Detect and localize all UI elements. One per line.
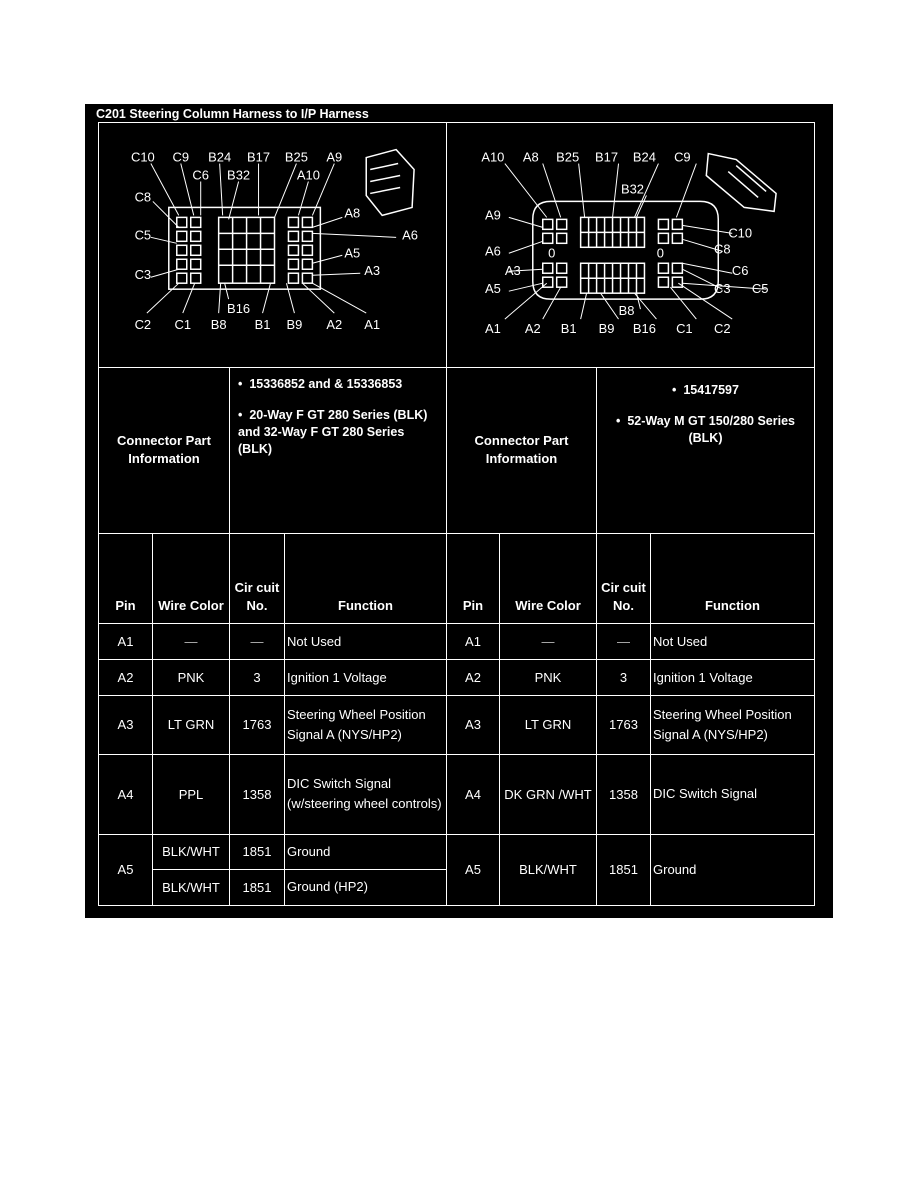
right-pin-label-b17: B17 bbox=[595, 149, 619, 165]
left-pin-label-a9: A9 bbox=[326, 149, 343, 165]
left-pin-label-c9: C9 bbox=[172, 149, 190, 165]
right-pin-label-b8: B8 bbox=[618, 303, 635, 319]
series-right-text: 52-Way M GT 150/280 Series (BLK) bbox=[627, 413, 795, 445]
function-cell: Steering Wheel Position Signal A (NYS/HP2) bbox=[285, 696, 447, 754]
circuit-cell: 3 bbox=[597, 660, 651, 696]
left-pin-label-c1: C1 bbox=[174, 317, 192, 333]
page-title: C201 Steering Column Harness to I/P Harness bbox=[96, 107, 369, 121]
part-number-right-text: 15417597 bbox=[683, 382, 739, 397]
series-left: • 20-Way F GT 280 Series (BLK) and 32-Way F GT 280 Series (BLK) bbox=[238, 407, 428, 456]
left-pin-label-b16: B16 bbox=[227, 301, 251, 317]
left-pin-label-c3: C3 bbox=[134, 267, 152, 283]
header-wire-color-right: Wire Color bbox=[500, 534, 597, 624]
left-pin-label-b32: B32 bbox=[227, 167, 251, 183]
right-pin-label-b1: B1 bbox=[560, 321, 577, 337]
pin-cell: A4 bbox=[99, 754, 153, 834]
table-row bbox=[99, 754, 815, 834]
right-pin-label-c9: C9 bbox=[674, 149, 691, 165]
function-cell: DIC Switch Signal (w/steering wheel controls) bbox=[285, 754, 447, 834]
left-pin-label-b25: B25 bbox=[284, 149, 308, 165]
circuit-cell: — bbox=[597, 624, 651, 660]
left-pin-label-a2: A2 bbox=[326, 317, 343, 333]
connector-info-label-right: Connector Part Information bbox=[447, 367, 597, 533]
right-pin-label-a6: A6 bbox=[484, 243, 501, 259]
wire-color-cell: LT GRN bbox=[153, 696, 230, 754]
connector-table bbox=[98, 122, 815, 906]
right-pin-label-c3: C3 bbox=[713, 281, 731, 297]
table-row bbox=[99, 624, 815, 660]
series-right: • 52-Way M GT 150/280 Series (BLK) bbox=[615, 413, 795, 445]
left-pin-label-c6: C6 bbox=[192, 167, 209, 183]
pin-cell: A5 bbox=[447, 834, 500, 905]
left-connector-diagram bbox=[99, 123, 446, 367]
right-pin-label-a5: A5 bbox=[484, 281, 501, 297]
right-pin-label-b32: B32 bbox=[620, 181, 645, 197]
right-pin-label-c1: C1 bbox=[676, 321, 693, 337]
wire-color-cell: DK GRN /WHT bbox=[500, 754, 597, 834]
circuit-cell: 1358 bbox=[230, 754, 285, 834]
left-pin-label-a5: A5 bbox=[344, 245, 361, 261]
circuit-cell: 1763 bbox=[230, 696, 285, 754]
table-row bbox=[99, 834, 815, 869]
pin-cell: A1 bbox=[99, 624, 153, 660]
circuit-cell: 1358 bbox=[597, 754, 651, 834]
right-pin-label-b25: B25 bbox=[556, 149, 580, 165]
part-number-left: • 15336852 and & 15336853 bbox=[238, 376, 403, 391]
wire-color-cell: — bbox=[153, 624, 230, 660]
left-pin-label-b8: B8 bbox=[210, 317, 227, 333]
circuit-cell: 1851 bbox=[230, 869, 285, 905]
left-pin-label-c2: C2 bbox=[134, 317, 152, 333]
left-pin-label-a3: A3 bbox=[364, 263, 381, 279]
right-pin-label-a8: A8 bbox=[522, 149, 539, 165]
right-pin-label-a3: A3 bbox=[504, 263, 521, 279]
function-cell: Not Used bbox=[651, 624, 815, 660]
header-circuit-right: Cir cuit No. bbox=[597, 534, 651, 624]
left-connector-view bbox=[99, 123, 447, 368]
part-number-left-text: 15336852 and & 15336853 bbox=[249, 376, 403, 391]
wire-color-cell: PNK bbox=[500, 660, 597, 696]
function-cell: Ground bbox=[651, 834, 815, 905]
circuit-cell: 1851 bbox=[597, 834, 651, 905]
right-pin-label-a10: A10 bbox=[481, 149, 505, 165]
circuit-cell: 1851 bbox=[230, 834, 285, 869]
left-pin-label-c10: C10 bbox=[130, 149, 155, 165]
wire-color-cell: BLK/WHT bbox=[153, 834, 230, 869]
header-circuit: Cir cuit No. bbox=[230, 534, 285, 624]
column-header-row bbox=[99, 534, 815, 624]
part-number-right: • 15417597 bbox=[672, 382, 739, 397]
left-pin-label-c5: C5 bbox=[134, 227, 152, 243]
pin-cell: A3 bbox=[99, 696, 153, 754]
pin-cell: A3 bbox=[447, 696, 500, 754]
series-left-text: 20-Way F GT 280 Series (BLK) and 32-Way F GT 280 Series (BLK) bbox=[238, 407, 428, 456]
right-pin-label-a2: A2 bbox=[524, 321, 541, 337]
right-pin-label-a1: A1 bbox=[484, 321, 501, 337]
table-row bbox=[99, 660, 815, 696]
header-wire-color: Wire Color bbox=[153, 534, 230, 624]
header-function-right: Function bbox=[651, 534, 815, 624]
connector-info-right bbox=[597, 367, 815, 533]
wire-color-cell: BLK/WHT bbox=[153, 869, 230, 905]
function-cell: Ignition 1 Voltage bbox=[651, 660, 815, 696]
left-pin-label-c8: C8 bbox=[134, 189, 152, 205]
right-pin-label-b9: B9 bbox=[598, 321, 615, 337]
connector-sheet bbox=[85, 104, 833, 918]
left-pin-label-b1: B1 bbox=[254, 317, 271, 333]
right-connector-view bbox=[447, 123, 815, 368]
right-pin-label-c10: C10 bbox=[728, 225, 753, 241]
header-function: Function bbox=[285, 534, 447, 624]
pin-cell: A1 bbox=[447, 624, 500, 660]
pin-cell: A2 bbox=[99, 660, 153, 696]
right-pin-label-b16: B16 bbox=[632, 321, 656, 337]
function-cell: Steering Wheel Position Signal A (NYS/HP2) bbox=[651, 696, 815, 754]
right-pin-label-0: 0 bbox=[548, 245, 556, 261]
header-pin-right: Pin bbox=[447, 534, 500, 624]
table-row bbox=[99, 696, 815, 754]
wire-color-cell: LT GRN bbox=[500, 696, 597, 754]
left-pin-label-b9: B9 bbox=[286, 317, 303, 333]
circuit-cell: — bbox=[230, 624, 285, 660]
wire-color-cell: BLK/WHT bbox=[500, 834, 597, 905]
header-pin: Pin bbox=[99, 534, 153, 624]
right-pin-label-c8: C8 bbox=[713, 241, 731, 257]
connector-info-left bbox=[230, 367, 447, 533]
function-cell: Ground bbox=[285, 834, 447, 869]
left-pin-label-b24: B24 bbox=[208, 149, 232, 165]
right-pin-label-c6: C6 bbox=[731, 263, 749, 279]
left-pin-label-b17: B17 bbox=[247, 149, 271, 165]
right-connector-diagram bbox=[447, 123, 814, 367]
pin-cell: A2 bbox=[447, 660, 500, 696]
right-pin-label-a9: A9 bbox=[484, 207, 501, 223]
connector-info-label-left: Connector Part Information bbox=[99, 367, 230, 533]
right-pin-label-b24: B24 bbox=[632, 149, 656, 165]
right-pin-label-0: 0 bbox=[656, 245, 665, 261]
function-cell: Not Used bbox=[285, 624, 447, 660]
circuit-cell: 1763 bbox=[597, 696, 651, 754]
left-pin-label-a10: A10 bbox=[296, 167, 320, 183]
left-pin-label-a8: A8 bbox=[344, 205, 361, 221]
pin-cell: A5 bbox=[99, 834, 153, 905]
right-pin-label-c5: C5 bbox=[751, 281, 769, 297]
wire-color-cell: PPL bbox=[153, 754, 230, 834]
pin-cell: A4 bbox=[447, 754, 500, 834]
wire-color-cell: PNK bbox=[153, 660, 230, 696]
left-pin-label-a1: A1 bbox=[364, 317, 381, 333]
function-cell: Ignition 1 Voltage bbox=[285, 660, 447, 696]
circuit-cell: 3 bbox=[230, 660, 285, 696]
function-cell: DIC Switch Signal bbox=[651, 754, 815, 834]
right-pin-label-c2: C2 bbox=[713, 321, 731, 337]
function-cell: Ground (HP2) bbox=[285, 869, 447, 905]
left-pin-label-a6: A6 bbox=[402, 227, 419, 243]
wire-color-cell: — bbox=[500, 624, 597, 660]
